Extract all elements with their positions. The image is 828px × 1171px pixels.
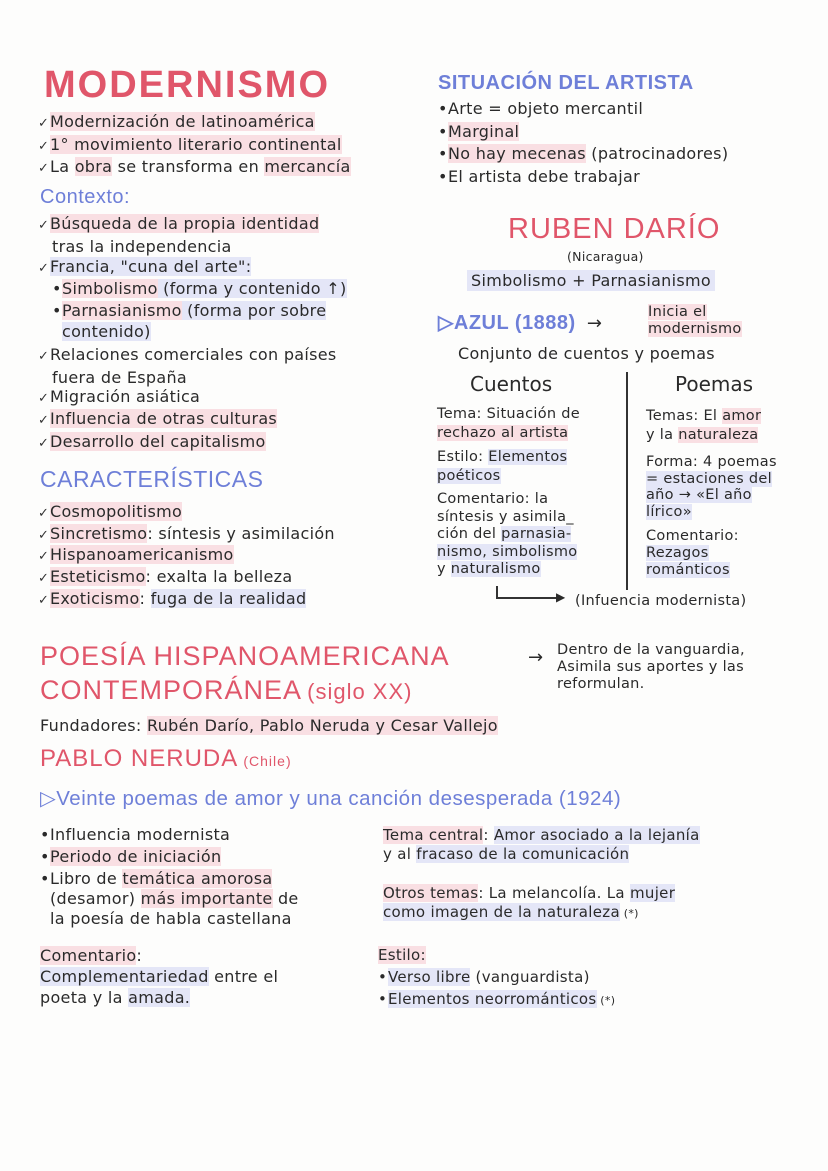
item-highlight: Exoticismo — [50, 589, 140, 608]
item-text: La — [50, 157, 75, 176]
item-highlight: Hispanoamericanismo — [50, 545, 234, 564]
caracteristicas-item-5 — [38, 588, 306, 611]
comentario-highlight: amada. — [128, 988, 191, 1007]
comentario-highlight: románticos — [646, 562, 730, 578]
caracteristicas-item-4 — [38, 566, 292, 589]
modernismo-item-2 — [38, 134, 342, 157]
comentario-text: poeta y la — [40, 988, 129, 1007]
estilo-text: (vanguardista) — [470, 968, 590, 986]
desc-text: Dentro de la vanguardia, — [557, 642, 745, 658]
cuentos-title: Cuentos — [470, 372, 553, 396]
item-text: contenido) — [62, 322, 151, 341]
comentario-text: y — [437, 561, 451, 577]
neruda-comentario — [40, 945, 278, 1008]
tema-highlight: rechazo al artista — [437, 425, 569, 441]
contexto-parnasianismo — [52, 300, 326, 342]
check-icon: ✓ — [38, 571, 50, 586]
contexto-simbolismo — [52, 278, 347, 299]
modernismo-item-1 — [38, 111, 315, 134]
estilo-highlight: Elementos — [488, 449, 568, 465]
item-text: Arte = objeto mercantil — [448, 99, 644, 118]
bullet-icon: • — [40, 869, 50, 888]
forma-text: Forma: 4 poemas — [646, 454, 777, 470]
caracteristicas-item-3 — [38, 544, 234, 567]
bullet-icon: • — [378, 990, 388, 1008]
item-text: : síntesis y asimilación — [147, 524, 335, 543]
item-text: El artista debe trabajar — [448, 167, 640, 186]
check-icon: ✓ — [38, 261, 50, 276]
poesia-title-2-row — [40, 675, 412, 706]
item-text: : — [139, 589, 151, 608]
item-text: 1° movimiento literario continental — [50, 135, 342, 154]
item-highlight: No hay mecenas — [448, 144, 586, 163]
item-highlight: Simbolismo — [62, 279, 158, 298]
neruda-b3 — [40, 869, 299, 929]
neruda-otros-temas — [383, 884, 675, 923]
comentario-text: Comentario: — [646, 528, 739, 544]
item-text: (patrocinadores) — [585, 144, 729, 163]
poesia-description — [557, 642, 745, 693]
comentario-highlight: nismo, simbolismo — [437, 543, 578, 560]
inicia-text: Inicia el — [648, 304, 707, 320]
check-icon: ✓ — [38, 218, 50, 233]
bullet-icon: • — [52, 279, 62, 298]
comentario-text: entre el — [208, 967, 279, 986]
neruda-b2 — [40, 846, 221, 867]
bullet-icon: • — [52, 301, 62, 320]
bullet-icon: • — [40, 847, 50, 866]
check-icon: ✓ — [38, 139, 50, 154]
fundadores-label: Fundadores: — [40, 716, 147, 735]
estilo-highlight: Verso libre — [388, 968, 471, 986]
item-text: (desamor) — [50, 889, 141, 908]
item-highlight: Sincretismo — [50, 524, 148, 543]
item-text: tras la independencia — [52, 237, 232, 256]
poemas-forma — [646, 454, 777, 520]
item-text: se transforma en — [112, 157, 265, 176]
neruda-title: PABLO NERUDA — [40, 745, 239, 772]
check-icon: ✓ — [38, 528, 50, 543]
azul-title: ▷AZUL (1888) — [438, 312, 576, 334]
comentario-text: Comentario: la — [437, 491, 549, 507]
modernismo-item-3 — [38, 156, 351, 179]
comentario-text: ción del — [437, 526, 502, 542]
item-text: fuera de España — [52, 368, 188, 387]
comentario-highlight: naturalismo — [450, 561, 541, 577]
contexto-relaciones — [38, 344, 337, 388]
neruda-estilo — [378, 944, 615, 1012]
forma-highlight: = estaciones del — [646, 470, 772, 487]
item-text: Modernización de latinoamérica — [50, 112, 315, 131]
check-icon: ✓ — [38, 349, 50, 364]
situacion-item-1 — [438, 98, 643, 119]
item-text: : exalta la belleza — [145, 567, 293, 586]
arrow-icon: → — [586, 313, 602, 334]
item-highlight: Periodo de iniciación — [50, 847, 222, 866]
item-text: Influencia modernista — [50, 825, 231, 844]
contexto-desarrollo — [38, 431, 266, 454]
poesia-siglo: (siglo XX) — [307, 679, 413, 704]
estilo-highlight: Elementos neorrománticos — [388, 990, 597, 1008]
check-icon: ✓ — [38, 593, 50, 608]
cuentos-comentario — [437, 491, 577, 579]
estilo-label: Estilo: — [378, 946, 426, 964]
comentario-text: síntesis y asimila_ — [437, 508, 574, 525]
temas-highlight: naturaleza — [678, 427, 759, 443]
check-icon: ✓ — [38, 116, 50, 131]
otros-highlight: como imagen de la naturaleza — [383, 903, 620, 921]
bullet-icon: • — [438, 144, 448, 163]
situacion-item-4 — [438, 166, 640, 187]
movements-text: Simbolismo + Parnasianismo — [467, 270, 715, 291]
temas-text: Temas: El — [646, 408, 723, 424]
poemas-temas — [646, 407, 761, 445]
bullet-icon: • — [438, 99, 448, 118]
contexto-busqueda — [38, 213, 319, 257]
forma-highlight: lírico» — [646, 503, 692, 520]
cuentos-tema — [437, 405, 580, 443]
desc-text: reformulan. — [557, 676, 645, 692]
modernismo-title: MODERNISMO — [44, 64, 330, 106]
otros-highlight: mujer — [629, 884, 676, 902]
caracteristicas-title: CARACTERÍSTICAS — [40, 466, 264, 492]
item-text: (forma por sobre — [181, 301, 327, 320]
item-highlight: fuga de la realidad — [150, 589, 307, 608]
situacion-item-3 — [438, 143, 728, 164]
neruda-title-row — [40, 745, 292, 773]
poemas-comentario — [646, 528, 739, 579]
check-icon: ✓ — [38, 391, 50, 406]
otros-label: Otros temas — [383, 884, 479, 902]
item-text: Migración asiática — [50, 387, 201, 406]
item-highlight: Marginal — [448, 122, 520, 141]
tema-highlight: fracaso de la comunicación — [416, 845, 630, 863]
contexto-influencia — [38, 408, 277, 431]
otros-text: : La melancolía. La — [478, 884, 630, 902]
item-highlight: más importante — [140, 889, 273, 908]
bullet-icon: • — [438, 167, 448, 186]
poemas-title: Poemas — [675, 372, 754, 396]
item-text: Francia, "cuna del arte": — [50, 257, 252, 276]
item-highlight: Cosmopolitismo — [50, 502, 183, 521]
check-icon: ✓ — [38, 506, 50, 521]
tema-colon: : — [483, 826, 494, 844]
otros-text: (*) — [619, 907, 639, 920]
contexto-francia — [38, 256, 251, 279]
poesia-arrow-icon: → — [528, 647, 544, 668]
arrow-head-icon: ▶ — [556, 590, 566, 604]
neruda-b1 — [40, 824, 230, 845]
situacion-item-2 — [438, 121, 519, 142]
item-text: (forma y contenido ↑) — [157, 279, 347, 298]
cuentos-estilo — [437, 448, 567, 486]
dario-conjunto: Conjunto de cuentos y poemas — [458, 344, 715, 363]
item-highlight: temática amorosa — [122, 869, 273, 888]
temas-highlight: amor — [722, 408, 762, 424]
influencia-arrow-line — [496, 597, 560, 599]
item-text: Influencia de otras culturas — [50, 409, 278, 428]
dario-title: RUBEN DARÍO — [508, 213, 721, 245]
item-text: Búsqueda de la propia identidad — [50, 214, 320, 233]
dario-influencia: (Infuencia modernista) — [575, 593, 747, 609]
item-text: Libro de — [50, 869, 123, 888]
comentario-colon: : — [136, 946, 143, 965]
check-icon: ✓ — [38, 161, 50, 176]
caracteristicas-item-1 — [38, 501, 182, 524]
item-text: la poesía de habla castellana — [50, 909, 292, 928]
item-highlight: mercancía — [264, 157, 351, 176]
item-text: Desarrollo del capitalismo — [50, 432, 266, 451]
comentario-highlight: Rezagos — [646, 545, 709, 561]
azul-row — [438, 310, 608, 335]
check-icon: ✓ — [38, 413, 50, 428]
poesia-fundadores — [40, 715, 498, 736]
bullet-icon: • — [378, 968, 388, 986]
neruda-book: ▷Veinte poemas de amor y una canción desesperada (1924) — [40, 787, 622, 810]
tema-highlight: Amor asociado a la lejanía — [493, 826, 700, 844]
item-highlight: Parnasianismo — [62, 301, 182, 320]
item-text: de — [272, 889, 299, 908]
contexto-title: Contexto: — [40, 186, 131, 208]
estilo-text: (*) — [596, 994, 616, 1007]
bullet-icon: • — [40, 825, 50, 844]
desc-text: Asimila sus aportes y las — [557, 659, 744, 675]
check-icon: ✓ — [38, 549, 50, 564]
inicia-text: modernismo — [648, 321, 742, 337]
tema-label: Tema central — [383, 826, 484, 844]
item-text: Relaciones comerciales con países — [50, 345, 337, 364]
item-highlight: Esteticismo — [50, 567, 146, 586]
comentario-label: Comentario — [40, 946, 137, 965]
check-icon: ✓ — [38, 436, 50, 451]
item-highlight: obra — [74, 157, 113, 176]
tema-text: Tema: Situación de — [437, 406, 581, 422]
estilo-highlight: poéticos — [437, 468, 501, 484]
comentario-highlight: Complementariedad — [40, 967, 209, 986]
tema-text: y al — [383, 845, 417, 863]
dario-country: (Nicaragua) — [567, 249, 644, 264]
estilo-label: Estilo: — [437, 449, 489, 465]
situacion-title: SITUACIÓN DEL ARTISTA — [438, 72, 694, 94]
caracteristicas-item-2 — [38, 523, 335, 546]
fundadores-highlight: Rubén Darío, Pablo Neruda y Cesar Vallejo — [147, 716, 498, 735]
temas-text: y la — [646, 427, 679, 443]
column-divider — [626, 372, 628, 590]
poesia-title-2: CONTEMPORÁNEA — [40, 675, 303, 705]
forma-highlight: año → «El año — [646, 487, 752, 503]
contexto-migracion — [38, 386, 200, 409]
neruda-country: (Chile) — [243, 753, 292, 769]
neruda-tema-central — [383, 826, 700, 864]
inicia-modernismo — [648, 304, 742, 338]
poesia-title-1: POESÍA HISPANOAMERICANA — [40, 641, 450, 671]
bullet-icon: • — [438, 122, 448, 141]
dario-movements — [467, 270, 715, 291]
comentario-highlight: parnasia- — [501, 526, 572, 542]
